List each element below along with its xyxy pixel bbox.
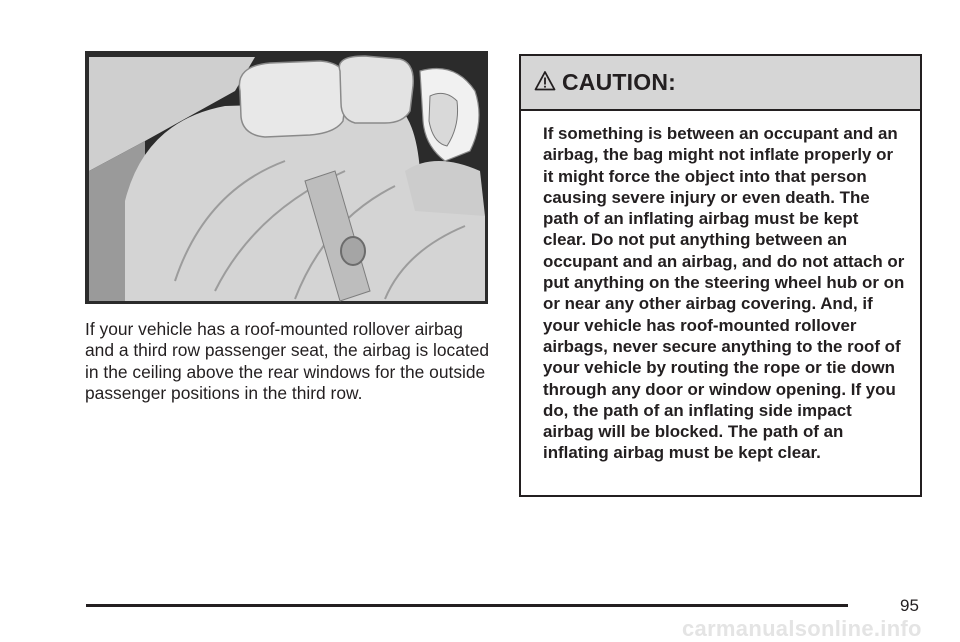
body-paragraph: If your vehicle has a roof-mounted rollover airbag and a third row passenger seat, the airbag is located in the ceiling above the rear windows for the outside passenger positions in the third row. bbox=[85, 319, 490, 403]
caution-header bbox=[521, 56, 920, 111]
caution-title: CAUTION: bbox=[562, 69, 677, 95]
footer-rule bbox=[86, 604, 848, 607]
caution-box bbox=[519, 54, 922, 497]
warning-icon bbox=[534, 70, 556, 92]
caution-text: If something is between an occupant and an airbag, the bag might not inflate properly or it might force the object into that person causing severe injury or even death. The path of an inflating airbag must be kept clear. Do not put anything between an occupant and an airbag, and do not attach or put anything on the steering wheel hub or on or near any other airbag covering. And, if your vehicle has roof-mounted rollover airbags, never secure anything to the roof of your vehicle by routing the rope or tie down through any door or window opening. If you do, the path of an inflating side impact airbag will be blocked. The path of an inflating airbag must be kept clear. bbox=[543, 124, 905, 463]
seat-illustration bbox=[85, 51, 488, 304]
watermark: carmanualsonline.info bbox=[682, 616, 922, 641]
page-number: 95 bbox=[900, 596, 919, 615]
rear-seat-passenger-illustration bbox=[85, 51, 488, 304]
